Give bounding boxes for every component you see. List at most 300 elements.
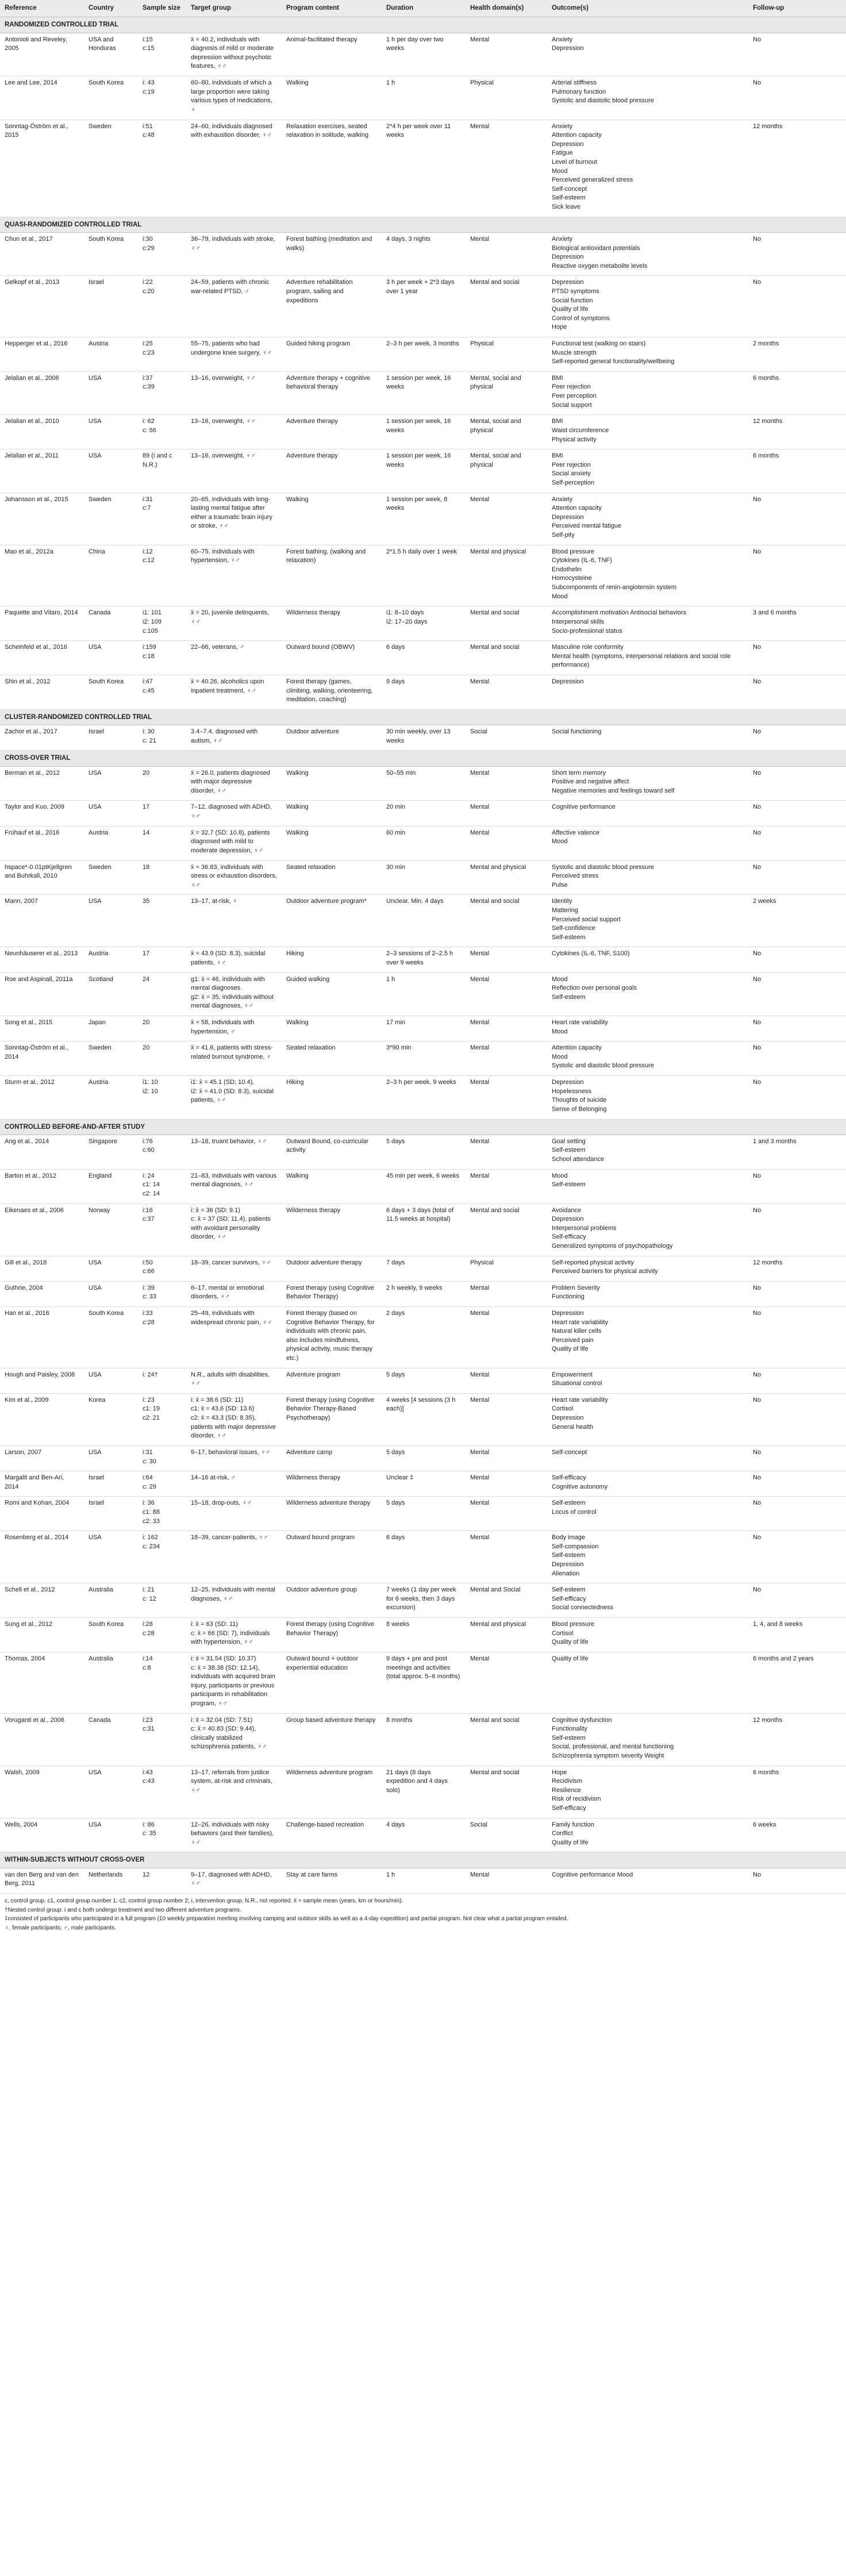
cell-line: Anxiety	[552, 122, 573, 130]
cell-follow-up: 6 months	[748, 371, 846, 414]
cell-duration: 2–3 h per week, 3 months	[382, 337, 466, 372]
cell-follow-up: 6 weeks	[748, 1818, 846, 1852]
cell-program-content: Outward Bound, co-curricular activity	[282, 1135, 382, 1169]
cell-line: i: x̄ = 38.6 (SD: 11)	[191, 1396, 244, 1404]
cell-country: Austria	[84, 337, 138, 372]
cell-line: Self-reported physical activity	[552, 1259, 634, 1266]
cell-sample-size	[138, 337, 186, 372]
cell-line: i: 162	[143, 1534, 158, 1541]
cell-line: Attention capacity	[552, 132, 602, 139]
cell-line: Depression	[552, 1216, 584, 1223]
cell-follow-up: No	[748, 1368, 846, 1393]
cell-outcomes	[547, 1281, 748, 1306]
cell-line: Self-esteem	[552, 993, 586, 1001]
cell-line: i:12	[143, 548, 153, 555]
cell-line: BMI	[552, 374, 563, 382]
cell-line: i1: 8–10 days	[386, 609, 424, 617]
footnote: ‡consisted of participants who participated in a full program (10 weekly preparation meeting involving camping and outdoor skills as well as a 4-day expedition) and partial program. Not clear what a partial program entailed.	[5, 1916, 568, 1923]
cell-outcomes	[547, 493, 748, 545]
cell-program-content: Outdoor adventure therapy	[282, 1256, 382, 1281]
cell-line: Body image	[552, 1534, 586, 1541]
cell-sample-size	[138, 1076, 186, 1119]
cell-line: i:31	[143, 495, 153, 503]
cell-outcomes	[547, 1618, 748, 1652]
cell-follow-up: No	[748, 276, 846, 337]
cell-target-group: 13–16, overweight, ♀♂	[186, 449, 282, 493]
cell-line: c:31	[143, 1725, 155, 1733]
table-row	[0, 1016, 846, 1041]
table-footnotes	[0, 1894, 846, 1939]
cell-duration: 2–3 h per week, 9 weeks	[382, 1076, 466, 1119]
table-row	[0, 1471, 846, 1497]
cell-follow-up: No	[748, 725, 846, 751]
table-row	[0, 972, 846, 1016]
cell-reference: Scheinfeld et al., 2016	[0, 641, 84, 675]
cell-line: i:37	[143, 374, 153, 382]
cell-target-group: N.R., adults with disabilities, ♀♂	[186, 1368, 282, 1393]
cell-sample-size: 18	[138, 860, 186, 895]
cell-outcomes	[547, 76, 748, 120]
cell-outcomes	[547, 1497, 748, 1531]
cell-duration: 7 days	[382, 1256, 466, 1281]
cell-target-group: 22–66, veterans, ♂	[186, 641, 282, 675]
cell-country: Israel	[84, 725, 138, 751]
cell-line: i:25	[143, 340, 153, 348]
table-row	[0, 947, 846, 972]
cell-sample-size: 35	[138, 895, 186, 947]
section-title: CONTROLLED BEFORE-AND-AFTER STUDY	[0, 1119, 846, 1135]
cell-line: Self-efficacy	[552, 1474, 586, 1482]
cell-line: Waist circumference	[552, 426, 609, 434]
cell-country: Austria	[84, 826, 138, 860]
cell-reference: Jelalian et al., 2011	[0, 449, 84, 493]
cell-reference: Eikenaes et al., 2006	[0, 1204, 84, 1256]
cell-line: Self-efficacy	[552, 1233, 586, 1241]
cell-reference: Jelalian et al., 2010	[0, 415, 84, 449]
cell-health-domains: Mental and physical	[466, 545, 547, 606]
table-row	[0, 826, 846, 860]
cell-line: Accomplishment motivation Antisocial behaviors	[552, 609, 687, 617]
cell-reference: Voruganti et al., 2006	[0, 1713, 84, 1766]
cell-duration: 7 weeks (1 day per week for 6 weeks, then 3 days excursion)	[382, 1583, 466, 1618]
cell-follow-up: No	[748, 947, 846, 972]
cell-line: Depression	[552, 1561, 584, 1568]
cell-line: Generalized symptoms of psychopathology	[552, 1242, 673, 1249]
cell-target-group: 13–17, at-risk, ♀	[186, 895, 282, 947]
cell-outcomes	[547, 1169, 748, 1204]
cell-line: c: 30	[143, 1458, 156, 1465]
cell-line: Mood	[552, 593, 568, 600]
cell-line: Self-esteem	[552, 194, 586, 202]
cell-country: South Korea	[84, 1307, 138, 1368]
cell-reference: Gill et al., 2018	[0, 1256, 84, 1281]
cell-health-domains: Mental	[466, 1868, 547, 1893]
cell-health-domains: Mental and Social	[466, 1583, 547, 1618]
cell-line: g2: x̄ = 35, individuals without mental diagnoses, ♀♂	[191, 993, 274, 1010]
table-row	[0, 1368, 846, 1393]
cell-line: Social support	[552, 401, 592, 409]
table-row	[0, 1281, 846, 1306]
cell-line: i:15	[143, 36, 153, 43]
cell-line: Self-esteem	[552, 1181, 586, 1189]
cell-line: Sick leave	[552, 203, 581, 211]
table-row	[0, 1818, 846, 1852]
cell-target-group: 25–49, individuals with widespread chronic pain, ♀♂	[186, 1307, 282, 1368]
cell-line: Pulmonary function	[552, 88, 606, 95]
cell-line: Functional test (walking on stairs)	[552, 340, 646, 348]
cell-outcomes	[547, 1583, 748, 1618]
cell-reference: Han et al., 2016	[0, 1307, 84, 1368]
cell-line: Self-perception	[552, 479, 594, 486]
cell-line: Peer rejection	[552, 461, 591, 468]
cell-line: Arterial stiffness	[552, 79, 597, 87]
cell-line: Hope	[552, 1768, 567, 1776]
cell-line: c: 234	[143, 1543, 160, 1550]
cell-follow-up: No	[748, 493, 846, 545]
cell-reference: Hepperger et al., 2016	[0, 337, 84, 372]
cell-follow-up: No	[748, 1531, 846, 1583]
table-row	[0, 1497, 846, 1531]
cell-sample-size	[138, 232, 186, 275]
cell-country: South Korea	[84, 232, 138, 275]
table-row	[0, 493, 846, 545]
cell-line: i: x̄ = 63 (SD: 11)	[191, 1621, 239, 1628]
table-row	[0, 1652, 846, 1713]
cell-follow-up: No	[748, 76, 846, 120]
cell-line: i:33	[143, 1310, 153, 1317]
table-row	[0, 1618, 846, 1652]
cell-line: Reflection over personal goals	[552, 985, 637, 992]
cell-health-domains: Mental	[466, 1041, 547, 1076]
cell-health-domains: Mental	[466, 972, 547, 1016]
cell-line: i:76	[143, 1137, 153, 1145]
cell-program-content: Forest bathing (meditation and walks)	[282, 232, 382, 275]
cell-health-domains: Mental and social	[466, 641, 547, 675]
cell-line: c:8	[143, 1664, 151, 1671]
cell-country: USA	[84, 641, 138, 675]
table-row	[0, 76, 846, 120]
cell-target-group: 18–39, cancer-patients, ♀♂	[186, 1531, 282, 1583]
cell-line: c:28	[143, 1318, 155, 1326]
cell-outcomes: Cognitive performance Mood	[547, 1868, 748, 1893]
cell-health-domains: Mental	[466, 1169, 547, 1204]
cell-line: c:37	[143, 1216, 155, 1223]
cell-outcomes: Quality of life	[547, 1652, 748, 1713]
cell-line: Heart rate variability	[552, 1318, 608, 1326]
cell-outcomes	[547, 895, 748, 947]
cell-health-domains: Mental and social	[466, 1204, 547, 1256]
cell-health-domains: Mental	[466, 947, 547, 972]
cell-duration: 5 days	[382, 1445, 466, 1471]
cell-line: Hopelessness	[552, 1087, 592, 1095]
cell-duration: 9 days + pre and post meetings and activities (total approx. 5–6 months)	[382, 1652, 466, 1713]
cell-line: Depression	[552, 513, 584, 521]
cell-reference: Mann, 2007	[0, 895, 84, 947]
column-header-reference: Reference	[0, 0, 84, 17]
cell-health-domains: Mental	[466, 1281, 547, 1306]
cell-line: c:66	[143, 1268, 155, 1275]
cell-line: Self-esteem	[552, 933, 586, 941]
cell-reference: Sturm et al., 2012	[0, 1076, 84, 1119]
cell-program-content: Wilderness therapy	[282, 1471, 382, 1497]
cell-line: Cortisol	[552, 1405, 574, 1413]
cell-sample-size	[138, 371, 186, 414]
cell-reference: Zachor et al., 2017	[0, 725, 84, 751]
cell-country: Netherlands	[84, 1868, 138, 1893]
cell-duration: 3*90 min	[382, 1041, 466, 1076]
cell-line: Social connectedness	[552, 1604, 614, 1612]
cell-country: USA	[84, 895, 138, 947]
cell-line: Attention capacity	[552, 1044, 602, 1052]
cell-line: Endothelin	[552, 566, 582, 573]
section-header-row	[0, 217, 846, 232]
cell-line: c: x̄ = 40.83 (SD: 9.44), clinically stabilized schizophrenia patients, ♀♂	[191, 1725, 267, 1751]
cell-health-domains: Physical	[466, 76, 547, 120]
cell-follow-up: No	[748, 1041, 846, 1076]
cell-line: Avoidance	[552, 1206, 582, 1214]
cell-line: i2: x̄ = 41.0 (SD: 8.3), suicidal patients, ♀♂	[191, 1087, 274, 1104]
cell-outcomes	[547, 371, 748, 414]
section-header-row	[0, 1119, 846, 1135]
cell-line: i: 24	[143, 1172, 155, 1179]
cell-health-domains: Mental	[466, 1497, 547, 1531]
cell-reference: Rosenberg et al., 2014	[0, 1531, 84, 1583]
cell-line: Anxiety	[552, 495, 573, 503]
cell-program-content: Walking	[282, 766, 382, 801]
cell-sample-size	[138, 415, 186, 449]
cell-line: Cognitive dysfunction	[552, 1716, 612, 1724]
cell-line: i: 39	[143, 1284, 155, 1291]
cell-line: Self-pity	[552, 532, 575, 539]
cell-program-content: Forest bathing, (walking and relaxation)	[282, 545, 382, 606]
cell-program-content: Stay at care farms	[282, 1868, 382, 1893]
cell-program-content: Guided hiking program	[282, 337, 382, 372]
cell-sample-size	[138, 545, 186, 606]
cell-country: South Korea	[84, 675, 138, 709]
cell-program-content: Challenge-based recreation	[282, 1818, 382, 1852]
cell-target-group	[186, 1204, 282, 1256]
cell-line: Self-concept	[552, 185, 587, 193]
cell-line: Perceived generalized stress	[552, 176, 633, 184]
cell-line: i:47	[143, 678, 153, 685]
cell-line: Locus of control	[552, 1508, 597, 1516]
cell-line: c:105	[143, 627, 158, 635]
cell-line: c:45	[143, 687, 155, 694]
cell-outcomes	[547, 1368, 748, 1393]
cell-follow-up: 6 months and 2 years	[748, 1652, 846, 1713]
cell-line: i: 21	[143, 1586, 155, 1594]
footnote: c, control group. c1, control group number 1; c2, control group number 2; i, intervention group; N.R., not reported. x̄ = sample mean (years, km or hours/min).	[5, 1898, 403, 1905]
column-header-sample-size: Sample size	[138, 0, 186, 17]
cell-sample-size	[138, 641, 186, 675]
cell-program-content: Relaxation exercises, seated relaxation in solitude, walking	[282, 120, 382, 217]
cell-follow-up: No	[748, 1868, 846, 1893]
cell-country: Korea	[84, 1393, 138, 1445]
cell-line: Self-reported general functionality/wellbeing	[552, 358, 675, 366]
cell-country: USA	[84, 449, 138, 493]
cell-outcomes: Social functioning	[547, 725, 748, 751]
cell-line: Social anxiety	[552, 470, 591, 478]
cell-health-domains: Mental	[466, 33, 547, 76]
cell-line: Affective valence	[552, 829, 599, 836]
cell-line: Short term memory	[552, 769, 606, 776]
cell-line: Depression	[552, 253, 584, 261]
cell-reference: Sonntag-Öström et al., 2014	[0, 1041, 84, 1076]
cell-line: i2: 17–20 days	[386, 618, 428, 625]
cell-country: USA	[84, 1818, 138, 1852]
cell-line: c: 12	[143, 1595, 156, 1602]
cell-program-content: Adventure program	[282, 1368, 382, 1393]
cell-line: i2: 10	[143, 1087, 158, 1095]
table-row	[0, 120, 846, 217]
cell-outcomes	[547, 1307, 748, 1368]
cell-duration: 30 min	[382, 860, 466, 895]
table-row	[0, 1583, 846, 1618]
cell-line: i:16	[143, 1206, 153, 1214]
cell-line: BMI	[552, 418, 563, 425]
cell-target-group: 13–16, overweight, ♀♂	[186, 371, 282, 414]
cell-outcomes	[547, 232, 748, 275]
cell-reference: Gelkopf et al., 2013	[0, 276, 84, 337]
cell-follow-up: No	[748, 1016, 846, 1041]
cell-target-group: 24–59, patients with chronic war-related PTSD, ♂	[186, 276, 282, 337]
cell-outcomes	[547, 766, 748, 801]
cell-health-domains: Mental and social	[466, 895, 547, 947]
cell-outcomes	[547, 1713, 748, 1766]
cell-country: Sweden	[84, 493, 138, 545]
cell-line: Reactive oxygen metabolite levels	[552, 262, 648, 270]
table-row	[0, 895, 846, 947]
cell-target-group: 18–39, cancer survivors, ♀♂	[186, 1256, 282, 1281]
cell-line: Negative memories and feelings toward self	[552, 787, 675, 794]
column-header-country: Country	[84, 0, 138, 17]
footnote: ♀, female participants; ♂, male participants.	[5, 1924, 116, 1931]
cell-line: Fatigue	[552, 149, 573, 157]
cell-line: i: 62	[143, 418, 155, 425]
cell-program-content: Walking	[282, 493, 382, 545]
cell-duration: 1 h	[382, 1868, 466, 1893]
cell-line: Mood	[552, 975, 568, 983]
cell-target-group: 7–12, diagnosed with ADHD, ♀♂	[186, 801, 282, 826]
cell-duration: 3 h per week + 2*3 days over 1 year	[382, 276, 466, 337]
cell-line: Interpersonal problems	[552, 1224, 617, 1232]
cell-line: c2: 33	[143, 1517, 160, 1525]
cell-target-group: 36–79, individuals with stroke, ♀♂	[186, 232, 282, 275]
cell-health-domains: Mental	[466, 1135, 547, 1169]
cell-line: Situational control	[552, 1380, 602, 1387]
table-row	[0, 1256, 846, 1281]
cell-program-content: Forest therapy (games, climbing, walking, orienteering, meditation, coaching)	[282, 675, 382, 709]
cell-line: Empowerment	[552, 1371, 593, 1378]
cell-line: c:12	[143, 557, 155, 564]
cell-reference: Johansson et al., 2015	[0, 493, 84, 545]
cell-health-domains: Mental and physical	[466, 860, 547, 895]
cell-reference: Kim et al., 2009	[0, 1393, 84, 1445]
cell-country: USA	[84, 371, 138, 414]
cell-country: Scotland	[84, 972, 138, 1016]
cell-follow-up: No	[748, 826, 846, 860]
section-title: CLUSTER-RANDOMIZED CONTROLLED TRIAL	[0, 709, 846, 725]
cell-sample-size	[138, 1393, 186, 1445]
cell-outcomes	[547, 1204, 748, 1256]
cell-line: i:159	[143, 644, 156, 651]
cell-health-domains: Mental and social	[466, 276, 547, 337]
cell-duration: 4 days, 3 nights	[382, 232, 466, 275]
cell-outcomes	[547, 33, 748, 76]
cell-follow-up: No	[748, 1281, 846, 1306]
cell-reference: Shin et al., 2012	[0, 675, 84, 709]
cell-line: c1: 14	[143, 1181, 160, 1189]
cell-line: Natural killer cells	[552, 1328, 602, 1335]
cell-program-content: Outward bound + outdoor experiential education	[282, 1652, 382, 1713]
cell-line: i: 43	[143, 79, 155, 87]
cell-target-group	[186, 1652, 282, 1713]
table-header	[0, 0, 846, 17]
cell-program-content: Forest therapy (using Cognitive Behavior Therapy)	[282, 1618, 382, 1652]
cell-target-group	[186, 1713, 282, 1766]
cell-line: Perceived social support	[552, 916, 621, 923]
cell-line: Hope	[552, 324, 567, 331]
cell-line: i:51	[143, 122, 153, 130]
cell-country: USA and Honduras	[84, 33, 138, 76]
cell-health-domains: Mental	[466, 1076, 547, 1119]
cell-line: c: 33	[143, 1293, 156, 1301]
cell-line: c: 56	[143, 426, 156, 434]
cell-line: Self-confidence	[552, 925, 595, 932]
cell-sample-size	[138, 1618, 186, 1652]
cell-sample-size	[138, 76, 186, 120]
column-header-outcomes: Outcome(s)	[547, 0, 748, 17]
cell-health-domains: Social	[466, 725, 547, 751]
cell-follow-up: No	[748, 1307, 846, 1368]
cell-reference: Sonntag-Öström et al., 2015	[0, 120, 84, 217]
cell-follow-up: No	[748, 801, 846, 826]
cell-target-group: 14–16 at-risk, ♂	[186, 1471, 282, 1497]
cell-follow-up: No	[748, 860, 846, 895]
cell-duration: 2 days	[382, 1307, 466, 1368]
cell-target-group: x̄ = 26.0, patients diagnosed with major depressive disorder, ♀♂	[186, 766, 282, 801]
cell-line: Mental health (symptoms, interpersonal relations and social role performance)	[552, 652, 731, 669]
cell-reference: Neunhäuserer et al., 2013	[0, 947, 84, 972]
cell-sample-size	[138, 1281, 186, 1306]
cell-country: USA	[84, 1531, 138, 1583]
cell-duration: 2*1.5 h daily over 1 week	[382, 545, 466, 606]
cell-follow-up: No	[748, 1497, 846, 1531]
cell-duration: 1 h	[382, 76, 466, 120]
cell-target-group: 20–65, individuals with long-lasting mental fatigue after either a traumatic brain injury or stroke, ♀♂	[186, 493, 282, 545]
cell-program-content: Walking	[282, 1016, 382, 1041]
cell-program-content: Outdoor adventure	[282, 725, 382, 751]
cell-follow-up: No	[748, 1471, 846, 1497]
cell-outcomes	[547, 337, 748, 372]
cell-sample-size	[138, 1445, 186, 1471]
cell-line: Attention capacity	[552, 505, 602, 512]
cell-line: Quality of life	[552, 306, 589, 313]
cell-sample-size: 14	[138, 826, 186, 860]
cell-target-group: x̄ = 32.7 (SD: 10.8), patients diagnosed with mild to moderate depression, ♀♂	[186, 826, 282, 860]
cell-line: PTSD symptoms	[552, 288, 599, 295]
cell-line: i:50	[143, 1259, 153, 1266]
table-row	[0, 33, 846, 76]
section-title: WITHIN-SUBJECTS WITHOUT CROSS-OVER	[0, 1852, 846, 1868]
table-row	[0, 675, 846, 709]
cell-sample-size	[138, 33, 186, 76]
cell-reference: Mao et al., 2012a	[0, 545, 84, 606]
cell-line: Depression	[552, 279, 584, 286]
cell-reference: Jelalian et al., 2006	[0, 371, 84, 414]
cell-line: Recidivism	[552, 1778, 583, 1785]
cell-outcomes	[547, 972, 748, 1016]
